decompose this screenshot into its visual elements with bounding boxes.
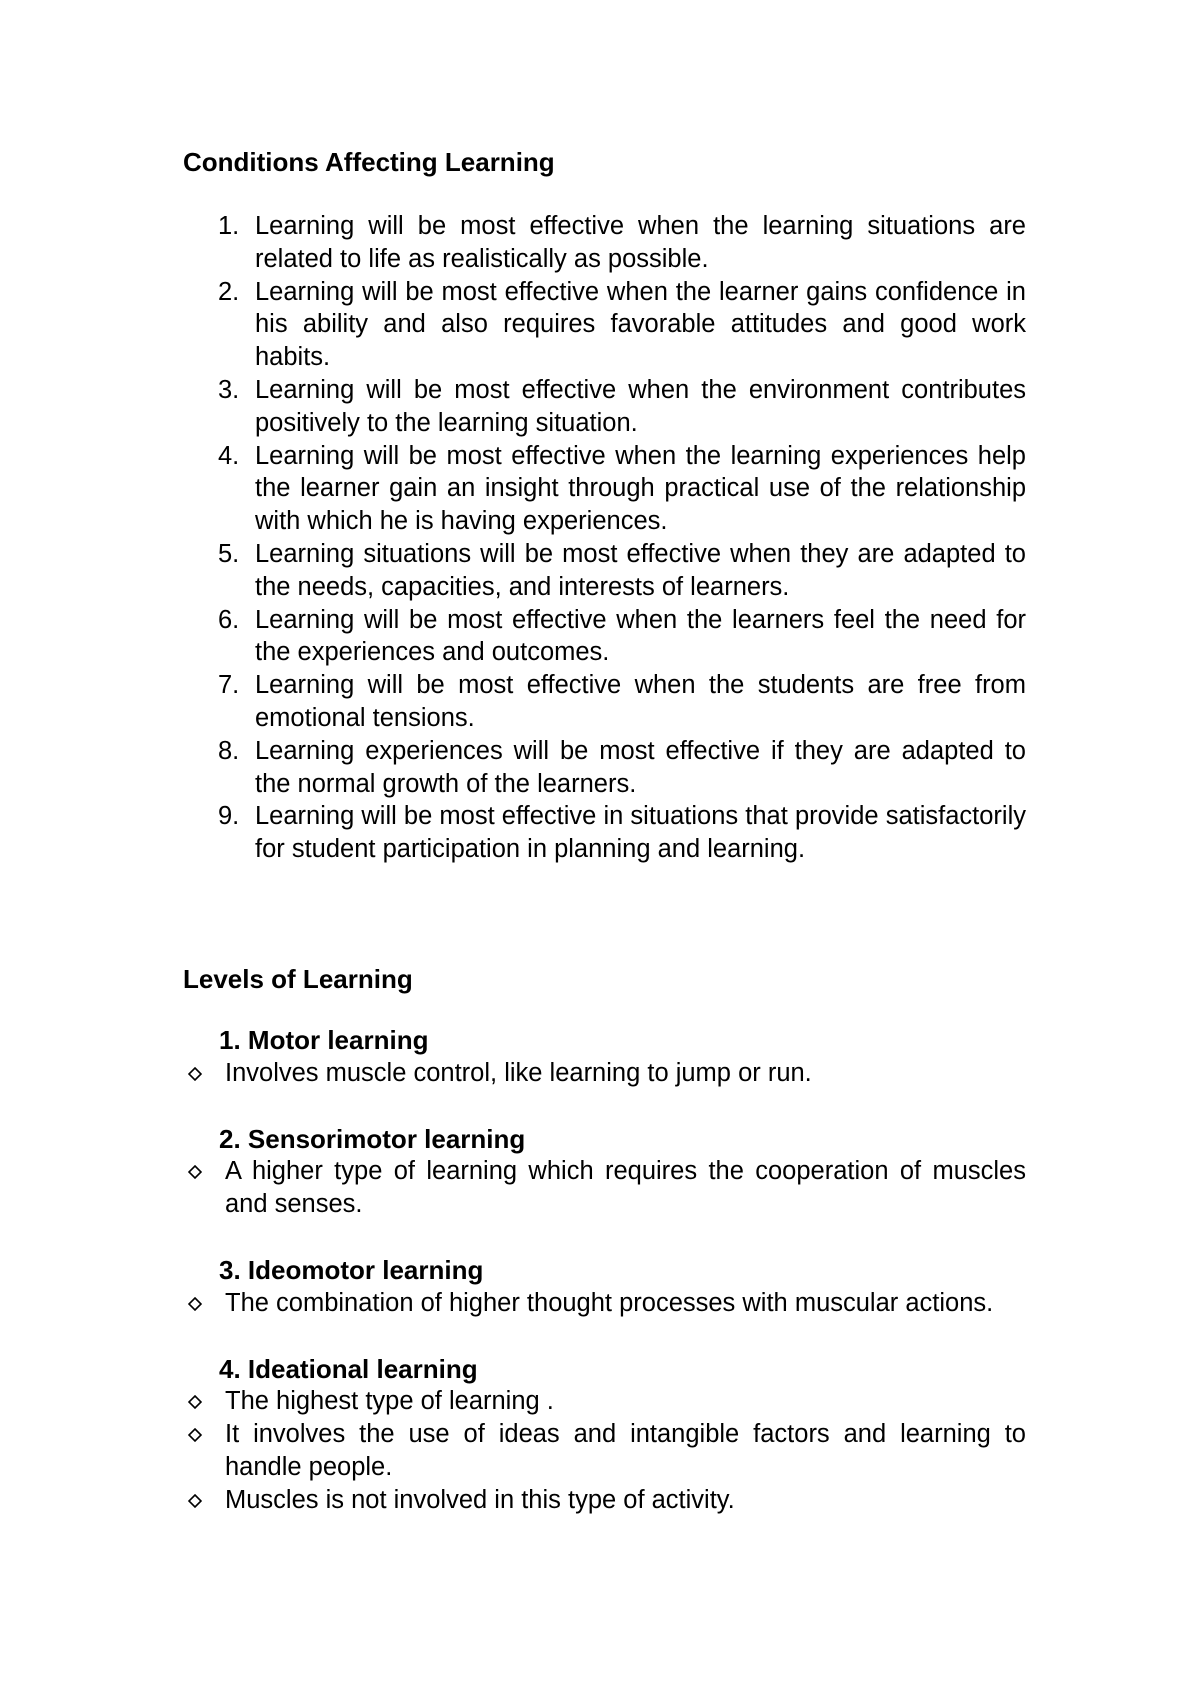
condition-number: 2. (218, 277, 240, 306)
condition-item (215, 669, 1026, 735)
level-ideational (183, 1353, 1026, 1517)
level-bullets (183, 1057, 1026, 1090)
bullet-text: Involves muscle control, like learning to jump or run. (225, 1058, 812, 1087)
bullet-item (183, 1057, 1026, 1090)
levels-list (183, 1024, 1026, 1550)
condition-number: 4. (218, 441, 240, 470)
diamond-outline-icon (188, 1428, 202, 1442)
conditions-list (215, 210, 1026, 866)
level-title: 2. Sensorimotor learning (219, 1123, 526, 1154)
condition-item (215, 276, 1026, 374)
level-bullets (183, 1155, 1026, 1221)
diamond-outline-icon (188, 1067, 202, 1081)
condition-text: Learning will be most effective when the learners feel the need for the experiences and outcomes. (255, 605, 1026, 667)
section-heading-levels: Levels of Learning (183, 964, 413, 994)
bullet-text: A higher type of learning which requires the cooperation of muscles and senses. (225, 1157, 1026, 1219)
condition-number: 8. (218, 736, 240, 765)
condition-text: Learning experiences will be most effective if they are adapted to the normal growth of the learners. (255, 736, 1026, 798)
bullet-item (183, 1385, 1026, 1418)
condition-text: Learning will be most effective when the students are free from emotional tensions. (255, 671, 1026, 732)
condition-number: 6. (218, 605, 240, 634)
condition-text: Learning will be most effective when the environment contributes positively to the learning situation. (255, 375, 1026, 437)
level-sensorimotor (183, 1123, 1026, 1221)
bullet-item (183, 1418, 1026, 1484)
bullet-text: Muscles is not involved in this type of activity. (225, 1485, 735, 1514)
diamond-outline-icon (188, 1494, 202, 1508)
condition-item (215, 538, 1026, 604)
bullet-item (183, 1484, 1026, 1517)
bullet-text: It involves the use of ideas and intangible factors and learning to handle people. (225, 1420, 1026, 1481)
condition-item (215, 735, 1026, 801)
condition-number: 3. (218, 375, 240, 404)
level-title: 1. Motor learning (219, 1025, 429, 1055)
condition-text: Learning will be most effective in situations that provide satisfactorily for student participation in planning and learning. (255, 802, 1026, 864)
condition-item (215, 440, 1026, 538)
diamond-outline-icon (188, 1165, 202, 1179)
section-heading-conditions: Conditions Affecting Learning (183, 147, 555, 177)
condition-item (215, 604, 1026, 670)
condition-text: Learning situations will be most effective when they are adapted to the needs, capacities, and interests of learners. (255, 539, 1026, 601)
diamond-outline-icon (188, 1395, 202, 1409)
condition-item (215, 374, 1026, 440)
condition-number: 5. (218, 539, 240, 568)
condition-text: Learning will be most effective when the learner gains confidence in his ability and also requires favorable attitudes and good work habits. (255, 277, 1026, 372)
condition-number: 7. (218, 671, 240, 700)
bullet-text: The highest type of learning . (225, 1387, 554, 1416)
level-bullets (183, 1385, 1026, 1516)
condition-number: 1. (218, 212, 240, 240)
condition-item (215, 210, 1026, 276)
bullet-text: The combination of higher thought processes with muscular actions. (225, 1288, 994, 1317)
level-ideomotor (183, 1254, 1026, 1320)
level-title: 4. Ideational learning (219, 1353, 478, 1384)
bullet-item (183, 1155, 1026, 1221)
level-motor (183, 1024, 1026, 1090)
bullet-item (183, 1287, 1026, 1320)
diamond-outline-icon (188, 1297, 202, 1311)
condition-text: Learning will be most effective when the learning situations are related to life as realistically as possible. (255, 212, 1026, 273)
level-title: 3. Ideomotor learning (219, 1254, 484, 1285)
condition-number: 9. (218, 802, 240, 831)
level-bullets (183, 1287, 1026, 1320)
condition-item (215, 800, 1026, 866)
condition-text: Learning will be most effective when the learning experiences help the learner gain an insight through practical use of the relationship with which he is having experiences. (255, 441, 1026, 536)
